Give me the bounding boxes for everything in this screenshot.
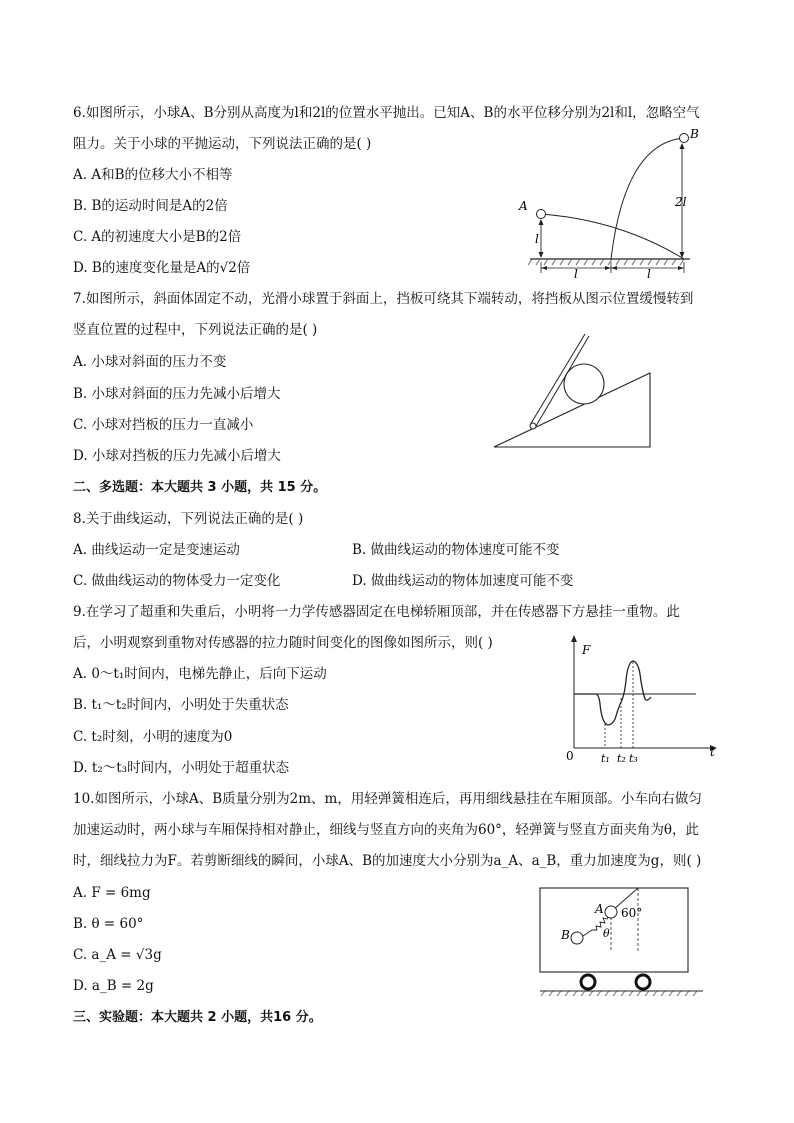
q6-label-l-right: l: [647, 267, 651, 281]
q6-label-2l: 2l: [675, 195, 687, 209]
q10-option-d: D. a_B = 2g: [73, 978, 154, 994]
q10-option-b: B. θ = 60°: [73, 916, 144, 932]
q10-stem-line3: 时，细线拉力为F。若剪断细线的瞬间，小球A、B的加速度大小分别为a_A、a_B，重力加速度为g，则( ): [73, 853, 702, 869]
q9-option-a: A. 0～t₁时间内，电梯先静止，后向下运动: [73, 666, 327, 682]
q9-axis-t-label: t: [710, 745, 715, 759]
q6-label-a: A: [519, 199, 528, 213]
q6-option-d: D. B的速度变化量是A的√2倍: [73, 260, 251, 276]
q8-stem: 8.关于曲线运动，下列说法正确的是( ): [73, 511, 304, 527]
section-2-heading: 二、多选题：本大题共 3 小题，共 15 分。: [73, 480, 327, 495]
q9-t1-label: t₁: [601, 752, 610, 765]
q10-label-b: B: [561, 928, 570, 942]
q7-option-a: A. 小球对斜面的压力不变: [73, 354, 227, 370]
q10-label-a: A: [595, 902, 604, 916]
q8-option-c: C. 做曲线运动的物体受力一定变化: [73, 573, 281, 589]
q9-option-b: B. t₁～t₂时间内，小明处于失重状态: [73, 697, 289, 713]
q9-t2-label: t₂: [617, 752, 626, 765]
q6-stem-line1: 6.如图所示，小球A、B分别从高度为l和2l的位置水平抛出。已知A、B的水平位移分别为2l和l，忽略空气: [73, 105, 700, 121]
q10-cart-figure: [535, 885, 710, 1000]
section-3-heading: 三、实验题：本大题共 2 小题，共16 分。: [73, 1010, 322, 1025]
q9-option-d: D. t₂～t₃时间内，小明处于超重状态: [73, 760, 290, 776]
q9-option-c: C. t₂时刻，小明的速度为0: [73, 729, 233, 745]
q7-option-b: B. 小球对斜面的压力先减小后增大: [73, 386, 281, 402]
q6-option-a: A. A和B的位移大小不相等: [73, 167, 233, 183]
q10-stem-line2: 加速运动时，两小球与车厢保持相对静止，细线与竖直方向的夹角为60°，轻弹簧与竖直方面夹角为θ，此: [73, 822, 700, 838]
q7-stem-line2: 竖直位置的过程中，下列说法正确的是( ): [73, 322, 318, 338]
q10-theta-label: θ: [603, 927, 610, 940]
q7-option-c: C. 小球对挡板的压力一直减小: [73, 417, 254, 433]
q9-t3-label: t₃: [629, 752, 638, 765]
q9-force-time-graph: [562, 632, 722, 772]
q7-stem-line1: 7.如图所示，斜面体固定不动，光滑小球置于斜面上，挡板可绕其下端转动，将挡板从图示位置缓慢转到: [73, 291, 694, 307]
q6-label-l: l: [535, 232, 539, 246]
q7-incline-figure: [490, 330, 660, 450]
q6-projectile-figure: [510, 127, 710, 281]
q10-option-a: A. F = 6mg: [73, 885, 151, 901]
q7-option-d: D. 小球对挡板的压力先减小后增大: [73, 448, 281, 464]
q6-label-b: B: [690, 127, 699, 141]
q9-stem-line1: 9.在学习了超重和失重后，小明将一力学传感器固定在电梯轿厢顶部，并在传感器下方悬挂一重物。此: [73, 604, 680, 620]
q10-stem-line1: 10.如图所示，小球A、B质量分别为2m、m，用轻弹簧相连后，再用细线悬挂在车厢顶部。小车向右做匀: [73, 791, 702, 807]
q6-label-l-left: l: [574, 267, 578, 281]
q9-origin-label: 0: [566, 749, 574, 763]
q8-option-d: D. 做曲线运动的物体加速度可能不变: [352, 573, 574, 589]
q6-option-c: C. A的初速度大小是B的2倍: [73, 229, 242, 245]
q8-option-b: B. 做曲线运动的物体速度可能不变: [352, 542, 560, 558]
q10-angle-label: 60°: [621, 906, 643, 920]
q9-stem-line2: 后，小明观察到重物对传感器的拉力随时间变化的图像如图所示，则( ): [73, 635, 493, 651]
q8-option-a: A. 曲线运动一定是变速运动: [73, 542, 240, 558]
q6-option-b: B. B的运动时间是A的2倍: [73, 198, 228, 214]
q10-option-c: C. a_A = √3g: [73, 947, 162, 963]
q9-axis-f-label: F: [582, 643, 591, 657]
q6-stem-line2: 阻力。关于小球的平抛运动，下列说法正确的是( ): [73, 136, 372, 152]
